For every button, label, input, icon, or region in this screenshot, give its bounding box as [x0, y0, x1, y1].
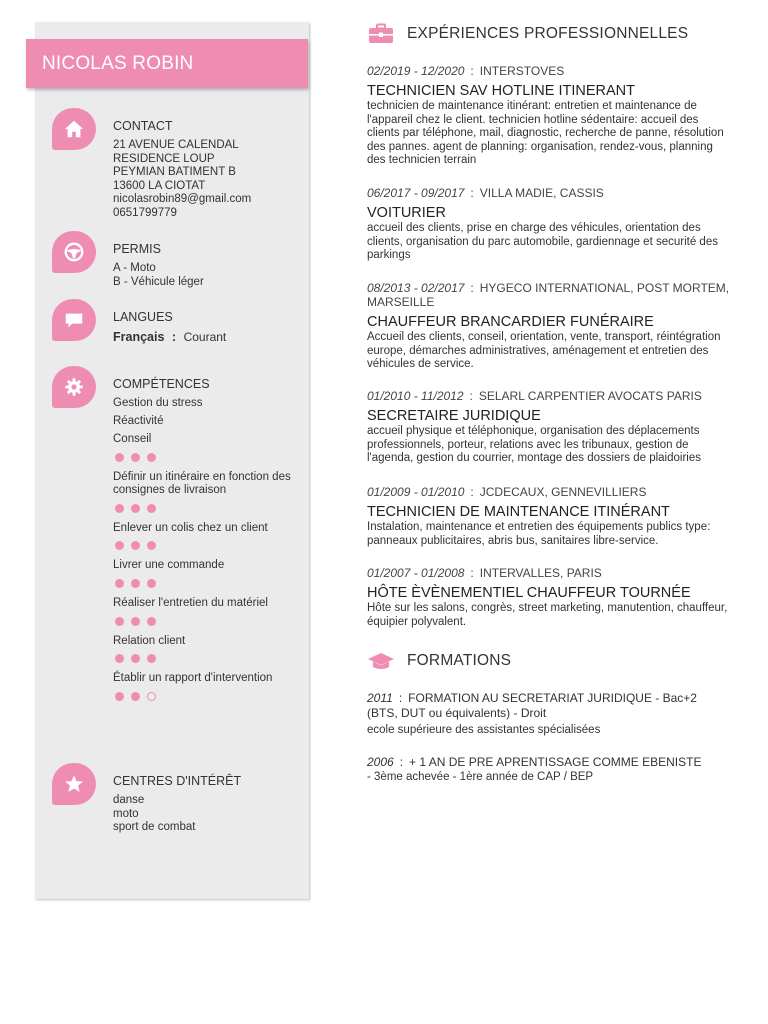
- experiences-title: EXPÉRIENCES PROFESSIONNELLES: [407, 25, 689, 42]
- formation-title: + 1 AN DE PRE APRENTISSAGE COMME EBENISTE: [409, 755, 702, 769]
- job-meta-separator: :: [470, 186, 474, 200]
- rating-dot-filled: [147, 654, 156, 663]
- rating-dot-filled: [147, 453, 156, 462]
- rating-dot-filled: [115, 453, 124, 462]
- job-description: technicien de maintenance itinérant: entretien et maintenance de l'appareil chez le client. technicien hotline sédentaire: accueil des clients par téléphone, mail, diagnostic, recherche de panne, résolution des pannes. agent de planning: organisation, rendez-vous, planning des technicien terrain: [367, 100, 724, 167]
- job-dates: 06/2017 - 09/2017: [367, 186, 465, 200]
- skill-item: Réaliser l'entretien du matériel: [113, 596, 268, 609]
- rating-dot-filled: [115, 541, 124, 550]
- job-meta: [367, 566, 732, 580]
- rating-dot-filled: [115, 617, 124, 626]
- job-description: Instalation, maintenance et entretien des équipements publics type: panneaux publicitaires, abris bus, sanitaires libre-service.: [367, 521, 711, 547]
- rating-dot-filled: [131, 504, 140, 513]
- job-entry: [367, 566, 732, 629]
- formation-school: ecole supérieure des assistantes spécialisées: [367, 724, 601, 736]
- job-entry: [367, 485, 732, 548]
- job-meta-separator: :: [470, 64, 474, 78]
- formations-header: [367, 649, 511, 673]
- formation-entry: [367, 755, 727, 784]
- job-employer: INTERVALLES, PARIS: [479, 566, 602, 580]
- graduation-cap-icon: [367, 650, 395, 672]
- skill-item: Gestion du stress: [113, 397, 203, 409]
- skill-rating: [115, 654, 303, 663]
- interet-line: sport de combat: [113, 821, 196, 834]
- rating-dot-empty: [147, 692, 156, 701]
- contact-line: PEYMIAN BATIMENT B: [113, 166, 236, 179]
- rating-dot-filled: [131, 654, 140, 663]
- job-entry: [367, 281, 732, 372]
- job-title: CHAUFFEUR BRANCARDIER FUNÉRAIRE: [367, 314, 654, 330]
- job-title: TECHNICIEN SAV HOTLINE ITINERANT: [367, 83, 636, 99]
- job-description: accueil physique et téléphonique, organisation des déplacements professionnels, porteur, relations avec les tribunaux, gestion de l'agenda, gestion du courrier, montage des dossiers de plaidoiries: [367, 425, 701, 465]
- home-icon: [52, 108, 96, 150]
- job-dates: 01/2007 - 01/2008: [367, 566, 465, 580]
- job-employer: INTERSTOVES: [479, 64, 565, 78]
- rating-dot-filled: [131, 692, 140, 701]
- job-description: Accueil des clients, conseil, orientation, vente, transport, réintégration europe, démarches administratives, aménagement et entretien des véhicules de service.: [367, 331, 721, 371]
- language-separator: :: [171, 330, 177, 344]
- job-meta: [367, 64, 732, 78]
- skill-item: Enlever un colis chez un client: [113, 521, 268, 534]
- formation-meta: [367, 755, 727, 770]
- competences-title: COMPÉTENCES: [113, 377, 210, 391]
- job-title: TECHNICIEN DE MAINTENANCE ITINÉRANT: [367, 504, 670, 520]
- job-dates: 08/2013 - 02/2017: [367, 281, 465, 295]
- job-dates: 02/2019 - 12/2020: [367, 64, 465, 78]
- job-title: SECRETAIRE JURIDIQUE: [367, 408, 541, 424]
- star-icon: [52, 763, 96, 805]
- job-description: accueil des clients, prise en charge des véhicules, orientation des clients, organisation du parc automobile, gardiennage et securité des parkings: [367, 222, 718, 262]
- skill-rating: [115, 617, 303, 626]
- formation-entry: [367, 691, 727, 737]
- rating-dot-filled: [115, 579, 124, 588]
- rating-dot-filled: [115, 504, 124, 513]
- job-dates: 01/2009 - 01/2010: [367, 485, 465, 499]
- gear-icon: [52, 366, 96, 408]
- job-title: HÔTE ÈVÈNEMENTIEL CHAUFFEUR TOURNÉE: [367, 585, 691, 601]
- briefcase-icon: [367, 23, 395, 45]
- formation-title: FORMATION AU SECRETARIAT JURIDIQUE - Bac+2 (BTS, DUT ou équivalents) - Droit: [367, 691, 697, 720]
- rating-dot-filled: [115, 654, 124, 663]
- candidate-name: NICOLAS ROBIN: [26, 39, 308, 88]
- job-meta-separator: :: [470, 281, 474, 295]
- langues-title: LANGUES: [113, 310, 173, 324]
- job-employer: SELARL CARPENTIER AVOCATS PARIS: [478, 389, 702, 403]
- contact-title: CONTACT: [113, 119, 173, 133]
- job-entry: [367, 186, 732, 263]
- permis-title: PERMIS: [113, 242, 161, 256]
- permis-line: B - Véhicule léger: [113, 275, 204, 288]
- job-meta: [367, 389, 732, 403]
- language-entry: [113, 330, 303, 344]
- skill-item: Définir un itinéraire en fonction des consignes de livraison: [113, 470, 291, 497]
- job-employer: HYGECO INTERNATIONAL, POST MORTEM, MARSEILLE: [367, 281, 730, 309]
- rating-dot-filled: [147, 579, 156, 588]
- contact-line: 21 AVENUE CALENDAL: [113, 139, 239, 151]
- contact-line: nicolasrobin89@gmail.com: [113, 193, 252, 206]
- job-employer: VILLA MADIE, CASSIS: [479, 186, 604, 200]
- interet-line: moto: [113, 807, 139, 820]
- skill-rating: [115, 504, 303, 513]
- steering-wheel-icon: [52, 231, 96, 273]
- permis-line: A - Moto: [113, 262, 156, 274]
- skill-item: Réactivité: [113, 414, 164, 427]
- formation-school: - 3ème achevée - 1ère année de CAP / BEP: [367, 770, 594, 783]
- rating-dot-filled: [131, 579, 140, 588]
- contact-line: RESIDENCE LOUP: [113, 152, 215, 165]
- formation-year: 2011: [367, 691, 393, 705]
- rating-dot-filled: [131, 541, 140, 550]
- skill-item: Livrer une commande: [113, 559, 225, 572]
- job-entry: [367, 64, 732, 168]
- job-meta: [367, 281, 732, 309]
- skill-rating: [115, 541, 303, 550]
- formation-separator: :: [399, 755, 404, 769]
- skill-rating: [115, 692, 303, 701]
- skill-rating: [115, 453, 303, 462]
- formation-year: 2006: [367, 755, 394, 769]
- rating-dot-filled: [131, 617, 140, 626]
- rating-dot-filled: [147, 541, 156, 550]
- speech-bubble-icon: [52, 299, 96, 341]
- rating-dot-filled: [115, 692, 124, 701]
- language-level: Courant: [183, 330, 227, 344]
- job-dates: 01/2010 - 11/2012: [367, 389, 464, 403]
- job-meta: [367, 485, 732, 499]
- job-meta-separator: :: [470, 485, 474, 499]
- rating-dot-filled: [131, 453, 140, 462]
- skill-rating: [115, 579, 303, 588]
- job-meta-separator: :: [469, 389, 473, 403]
- experiences-header: [367, 22, 688, 46]
- job-description: Hôte sur les salons, congrès, street marketing, manutention, chauffeur, équipier polyvalent.: [367, 602, 728, 628]
- skill-item: Établir un rapport d'intervention: [113, 672, 273, 685]
- skill-item: Relation client: [113, 634, 186, 647]
- language-name: Français: [113, 330, 165, 344]
- job-title: VOITURIER: [367, 205, 446, 221]
- job-entry: [367, 389, 732, 466]
- formation-separator: :: [398, 691, 403, 705]
- interets-title: CENTRES D'INTÉRÊT: [113, 774, 242, 788]
- rating-dot-filled: [147, 617, 156, 626]
- job-employer: JCDECAUX, GENNEVILLIERS: [479, 485, 647, 499]
- contact-line: 13600 LA CIOTAT: [113, 179, 206, 192]
- job-meta: [367, 186, 732, 200]
- formations-title: FORMATIONS: [407, 652, 512, 669]
- formation-meta: [367, 691, 727, 720]
- job-meta-separator: :: [470, 566, 474, 580]
- interet-line: danse: [113, 794, 145, 806]
- rating-dot-filled: [147, 504, 156, 513]
- contact-line: 0651799779: [113, 206, 177, 219]
- skill-item: Conseil: [113, 432, 152, 445]
